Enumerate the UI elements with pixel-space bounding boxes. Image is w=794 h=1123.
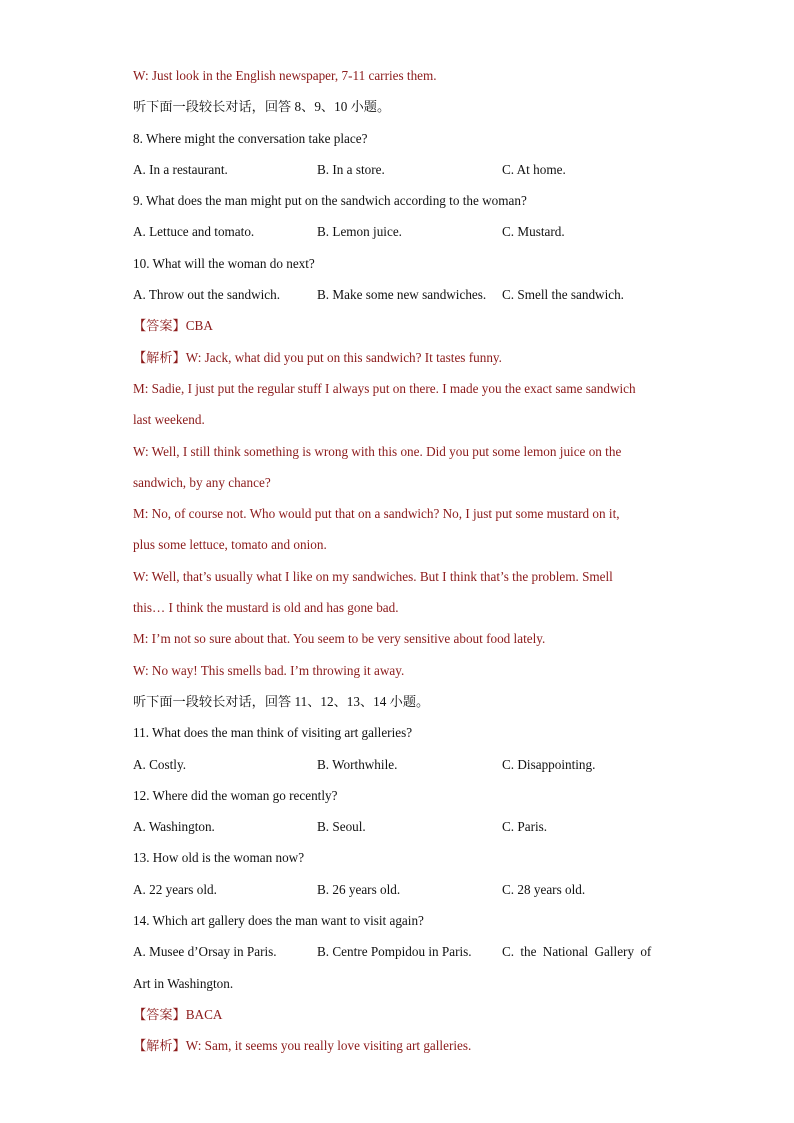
option-c: C. Mustard. (502, 224, 565, 240)
analysis-text: M: I’m not so sure about that. You seem to be very sensitive about food lately. (133, 631, 546, 647)
analysis-text: W: Jack, what did you put on this sandwich? It tastes funny. (185, 349, 502, 365)
option-a: A. In a restaurant. (133, 161, 228, 177)
option-c: C. Disappointing. (502, 756, 596, 772)
question-8-stem (133, 125, 661, 156)
section-heading (133, 93, 661, 124)
analysis-line (133, 406, 661, 437)
option-c: C. Paris. (502, 819, 548, 835)
option-a: A. Lettuce and tomato. (133, 224, 255, 240)
question-11-stem (133, 719, 661, 750)
analysis-line (133, 438, 661, 469)
question-text: 12. Where did the woman go recently? (133, 787, 338, 803)
question-14-stem (133, 907, 661, 938)
question-13-stem (133, 844, 661, 875)
analysis-line (133, 531, 661, 562)
analysis-text: last weekend. (133, 412, 205, 428)
question-text: 14. Which art gallery does the man want to visit again? (133, 913, 424, 929)
option-b: B. Make some new sandwiches. (317, 287, 487, 303)
option-c: C. the National Gallery of (502, 944, 652, 960)
question-14-option-c-continued (133, 970, 661, 1001)
question-10-options (133, 281, 661, 312)
option-b: B. In a store. (317, 161, 385, 177)
analysis-line (133, 563, 661, 594)
option-a: A. Throw out the sandwich. (133, 287, 280, 303)
answer-value: BACA (185, 1006, 223, 1022)
option-a: A. 22 years old. (133, 881, 217, 897)
document-page (133, 62, 661, 1064)
analysis-line (133, 1032, 661, 1063)
option-c: C. At home. (502, 161, 566, 177)
option-a: A. Costly. (133, 756, 187, 772)
analysis-label: 【解析】 (133, 1038, 186, 1054)
section-heading (133, 688, 661, 719)
analysis-text: M: Sadie, I just put the regular stuff I always put on there. I made you the exact same sandwich (133, 380, 636, 396)
option-a: A. Washington. (133, 819, 215, 835)
answer-value: CBA (185, 318, 213, 334)
analysis-line (133, 500, 661, 531)
option-b: B. 26 years old. (317, 881, 401, 897)
section-heading-text: 听下面一段较长对话，回答 8、9、10 小题。 (133, 99, 391, 115)
analysis-text: sandwich, by any chance? (133, 474, 271, 490)
question-text: 10. What will the woman do next? (133, 255, 315, 271)
analysis-text: W: Sam, it seems you really love visiting art galleries. (185, 1038, 472, 1054)
option-b: B. Lemon juice. (317, 224, 402, 240)
analysis-line (133, 375, 661, 406)
answer-label: 【答案】 (133, 1006, 186, 1022)
analysis-line (133, 657, 661, 688)
question-12-stem (133, 782, 661, 813)
analysis-text: plus some lettuce, tomato and onion. (133, 537, 327, 553)
question-13-options (133, 876, 661, 907)
dialogue-text: W: Just look in the English newspaper, 7-11 carries them. (133, 68, 437, 83)
answer-line (133, 312, 661, 343)
question-text: 8. Where might the conversation take place? (133, 130, 368, 146)
question-14-options (133, 938, 661, 969)
question-9-options (133, 218, 661, 249)
analysis-text: W: Well, I still think something is wrong with this one. Did you put some lemon juice on the (133, 443, 622, 459)
question-text: 11. What does the man think of visiting art galleries? (133, 725, 413, 741)
question-8-options (133, 156, 661, 187)
analysis-line (133, 344, 661, 375)
analysis-line (133, 594, 661, 625)
analysis-line (133, 469, 661, 500)
question-text: 13. How old is the woman now? (133, 850, 305, 866)
question-text: 9. What does the man might put on the sandwich according to the woman? (133, 193, 527, 209)
option-b: B. Seoul. (317, 819, 366, 835)
analysis-line (133, 625, 661, 656)
analysis-text: W: No way! This smells bad. I’m throwing it away. (133, 662, 405, 678)
answer-line (133, 1001, 661, 1032)
dialogue-line (133, 62, 661, 93)
option-b: B. Worthwhile. (317, 756, 398, 772)
option-c: C. Smell the sandwich. (502, 287, 624, 303)
option-b: B. Centre Pompidou in Paris. (317, 944, 472, 960)
option-a: A. Musee d’Orsay in Paris. (133, 944, 277, 960)
analysis-text: this… I think the mustard is old and has gone bad. (133, 600, 399, 616)
option-c-continued: Art in Washington. (133, 975, 234, 991)
answer-label: 【答案】 (133, 318, 186, 334)
question-12-options (133, 813, 661, 844)
analysis-text: M: No, of course not. Who would put that on a sandwich? No, I just put some mustard on it, (133, 506, 620, 522)
analysis-text: W: Well, that’s usually what I like on my sandwiches. But I think that’s the problem. Smell (133, 568, 613, 584)
question-10-stem (133, 250, 661, 281)
question-11-options (133, 751, 661, 782)
question-9-stem (133, 187, 661, 218)
option-c: C. 28 years old. (502, 881, 586, 897)
section-heading-text: 听下面一段较长对话，回答 11、12、13、14 小题。 (133, 693, 430, 709)
analysis-label: 【解析】 (133, 349, 186, 365)
